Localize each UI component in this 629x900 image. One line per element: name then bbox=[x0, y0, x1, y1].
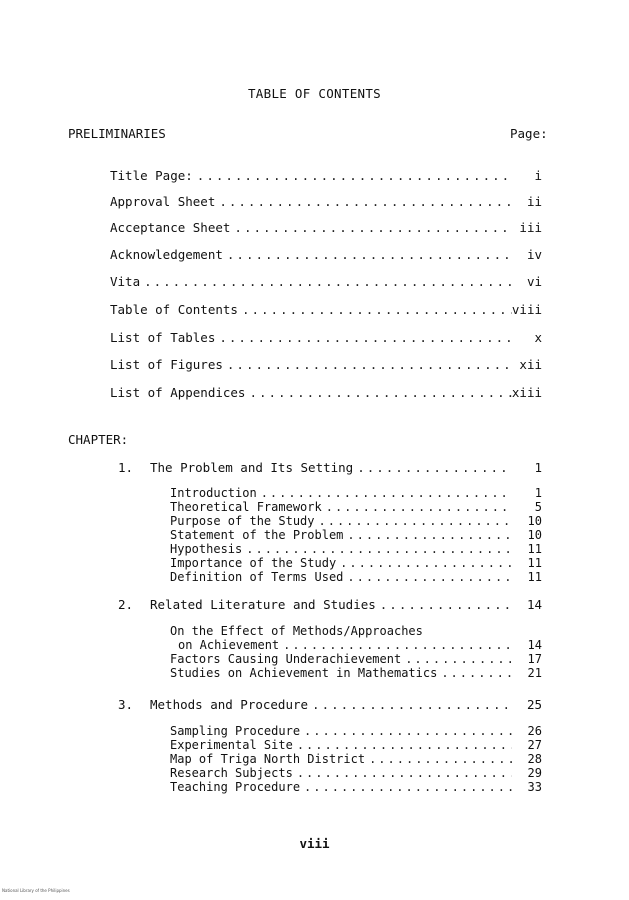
toc-entry-page: ii bbox=[526, 194, 542, 209]
toc-entry-label: Methods and Procedure bbox=[150, 697, 309, 712]
toc-entry bbox=[178, 638, 542, 652]
toc-entry-page: i bbox=[534, 168, 542, 183]
toc-entry-page: 29 bbox=[527, 766, 542, 780]
toc-entry-label: Purpose of the Study bbox=[170, 514, 315, 528]
dot-leader bbox=[238, 302, 512, 317]
toc-entry bbox=[170, 500, 542, 514]
dot-leader bbox=[401, 652, 512, 666]
dot-leader bbox=[223, 247, 512, 262]
toc-entry-page: 1 bbox=[534, 460, 542, 475]
toc-entry-page: iv bbox=[526, 247, 542, 262]
dot-leader bbox=[193, 168, 512, 183]
toc-entry bbox=[110, 274, 542, 289]
chapter-number: 1. bbox=[118, 460, 134, 475]
dot-leader bbox=[257, 486, 512, 500]
toc-entry-page: iii bbox=[519, 220, 542, 235]
toc-entry bbox=[110, 302, 542, 317]
toc-entry-label: Teaching Procedure bbox=[170, 780, 301, 794]
chapter-number: 3. bbox=[118, 697, 134, 712]
dot-leader bbox=[343, 528, 512, 542]
toc-entry-label: Vita bbox=[110, 274, 141, 289]
toc-entry bbox=[110, 168, 542, 183]
toc-entry-label: List of Appendices bbox=[110, 385, 246, 400]
toc-entry-label: Definition of Terms Used bbox=[170, 570, 344, 584]
toc-entry-page: 10 bbox=[527, 514, 542, 528]
dot-leader bbox=[315, 514, 513, 528]
toc-entry-page: xii bbox=[519, 357, 542, 372]
toc-entry bbox=[150, 597, 542, 612]
dot-leader bbox=[230, 220, 512, 235]
toc-entry-label: Table of Contents bbox=[110, 302, 238, 317]
toc-entry-label: Map of Triga North District bbox=[170, 752, 366, 766]
dot-leader bbox=[223, 357, 512, 372]
scan-credit: National Library of the Philippines bbox=[2, 888, 70, 893]
toc-entry-page: 1 bbox=[534, 486, 542, 500]
toc-entry-page: 27 bbox=[527, 738, 542, 752]
toc-entry-label: Acknowledgement bbox=[110, 247, 223, 262]
toc-entry-label: Statement of the Problem bbox=[170, 528, 344, 542]
toc-entry-label: Theoretical Framework bbox=[170, 500, 322, 514]
toc-entry bbox=[110, 357, 542, 372]
toc-entry-label: On the Effect of Methods/Approaches bbox=[170, 624, 423, 638]
dot-leader bbox=[365, 752, 512, 766]
dot-leader bbox=[343, 570, 512, 584]
toc-entry-page: vi bbox=[526, 274, 542, 289]
dot-leader bbox=[437, 666, 512, 680]
dot-leader bbox=[300, 780, 512, 794]
dot-leader bbox=[308, 697, 512, 712]
chapter-number: 2. bbox=[118, 597, 134, 612]
toc-entry-page: 26 bbox=[527, 724, 542, 738]
toc-entry bbox=[170, 542, 542, 556]
dot-leader bbox=[279, 638, 512, 652]
toc-entry-page: 17 bbox=[527, 652, 542, 666]
toc-entry-page: viii bbox=[511, 302, 542, 317]
toc-entry bbox=[110, 220, 542, 235]
toc-entry-label: Importance of the Study bbox=[170, 556, 337, 570]
dot-leader bbox=[242, 542, 512, 556]
toc-entry bbox=[170, 780, 542, 794]
toc-entry-label: Acceptance Sheet bbox=[110, 220, 231, 235]
toc-entry bbox=[110, 330, 542, 345]
toc-entry-label: on Achievement bbox=[178, 638, 280, 652]
toc-entry bbox=[110, 385, 542, 400]
dot-leader bbox=[215, 330, 512, 345]
toc-entry-page: 21 bbox=[527, 666, 542, 680]
toc-entry-label: List of Tables bbox=[110, 330, 216, 345]
toc-entry bbox=[170, 486, 542, 500]
toc-entry-page: 5 bbox=[534, 500, 542, 514]
dot-leader bbox=[336, 556, 512, 570]
toc-entry bbox=[170, 666, 542, 680]
toc-entry-page: 14 bbox=[526, 597, 542, 612]
toc-entry-page: x bbox=[534, 330, 542, 345]
dot-leader bbox=[353, 460, 512, 475]
toc-entry-label: Approval Sheet bbox=[110, 194, 216, 209]
toc-entry-label: Introduction bbox=[170, 486, 257, 500]
toc-entry bbox=[170, 724, 542, 738]
toc-entry-label: The Problem and Its Setting bbox=[150, 460, 354, 475]
toc-entry-page: 11 bbox=[527, 556, 542, 570]
chapter-header: CHAPTER: bbox=[68, 432, 129, 447]
page-column-header: Page: bbox=[510, 126, 548, 141]
dot-leader bbox=[215, 194, 512, 209]
toc-entry bbox=[170, 570, 542, 584]
dot-leader bbox=[293, 766, 512, 780]
dot-leader bbox=[376, 597, 512, 612]
toc-entry-page: 11 bbox=[527, 570, 542, 584]
toc-entry-label: Sampling Procedure bbox=[170, 724, 301, 738]
preliminaries-header: PRELIMINARIES bbox=[68, 126, 166, 141]
toc-entry-page: xiii bbox=[511, 385, 542, 400]
toc-entry-page: 14 bbox=[527, 638, 542, 652]
page-title: TABLE OF CONTENTS bbox=[247, 86, 382, 101]
toc-entry-label: List of Figures bbox=[110, 357, 223, 372]
dot-leader bbox=[322, 500, 512, 514]
toc-entry bbox=[150, 460, 542, 475]
toc-entry bbox=[170, 528, 542, 542]
toc-entry-page: 33 bbox=[527, 780, 542, 794]
toc-entry-page: 11 bbox=[527, 542, 542, 556]
dot-leader bbox=[245, 385, 511, 400]
toc-entry bbox=[170, 752, 542, 766]
footer-page-number: viii bbox=[299, 836, 330, 851]
toc-entry-label: Factors Causing Underachievement bbox=[170, 652, 402, 666]
dot-leader bbox=[140, 274, 512, 289]
toc-entry-page: 28 bbox=[527, 752, 542, 766]
toc-entry bbox=[110, 247, 542, 262]
toc-entry bbox=[170, 556, 542, 570]
toc-entry-label: Research Subjects bbox=[170, 766, 293, 780]
toc-entry bbox=[170, 652, 542, 666]
toc-entry-label: Related Literature and Studies bbox=[150, 597, 376, 612]
toc-entry bbox=[170, 624, 542, 638]
toc-entry-label: Hypothesis bbox=[170, 542, 243, 556]
toc-entry-label: Experimental Site bbox=[170, 738, 293, 752]
dot-leader bbox=[300, 724, 512, 738]
toc-entry bbox=[150, 697, 542, 712]
toc-entry bbox=[170, 514, 542, 528]
toc-entry-label: Title Page: bbox=[110, 168, 193, 183]
toc-entry-page: 25 bbox=[526, 697, 542, 712]
toc-entry bbox=[110, 194, 542, 209]
toc-entry bbox=[170, 766, 542, 780]
toc-entry bbox=[170, 738, 542, 752]
toc-entry-label: Studies on Achievement in Mathematics bbox=[170, 666, 438, 680]
dot-leader bbox=[293, 738, 512, 752]
toc-entry-page: 10 bbox=[527, 528, 542, 542]
